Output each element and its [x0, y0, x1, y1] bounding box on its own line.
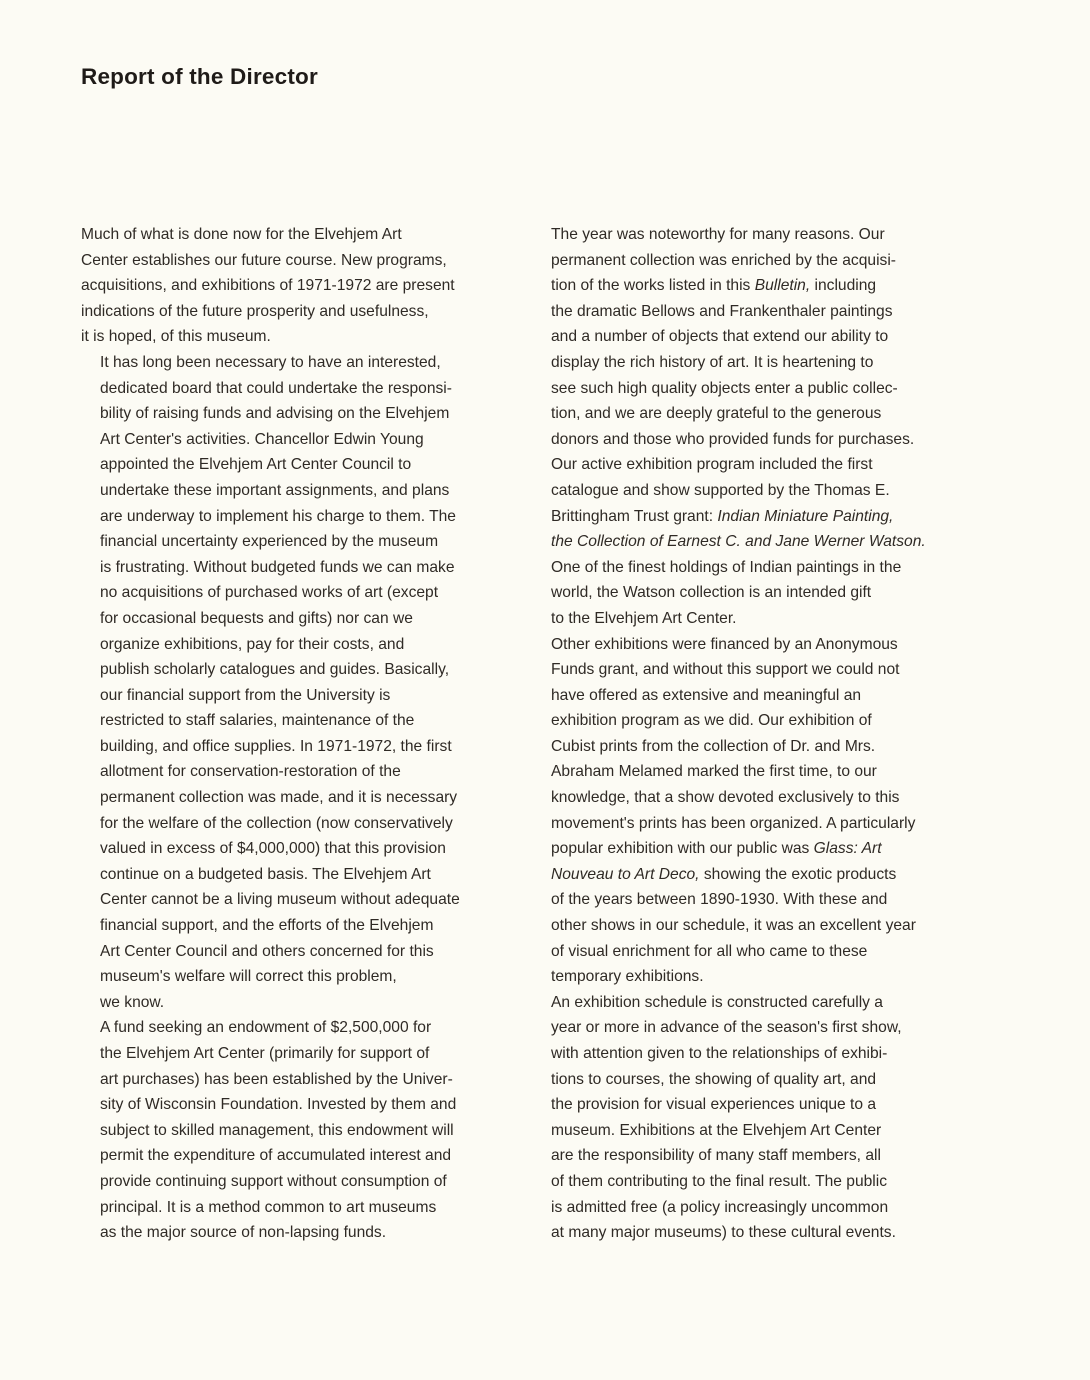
text-segment: tions to courses, the showing of quality art, and	[551, 1070, 877, 1088]
text-line: Much of what is done now for the Elvehjem Art	[81, 226, 402, 243]
text-segment: of the years between 1890-1930. With these and	[551, 891, 888, 909]
text-line	[532, 683, 964, 709]
text-segment: permanent collection was enriched by the acquisi-	[551, 251, 896, 269]
left-text-column	[81, 222, 513, 1246]
text-line	[532, 1195, 964, 1221]
text-line: restricted to staff salaries, maintenance of the	[100, 712, 415, 730]
text-line: museum's welfare will correct this problem,	[100, 968, 397, 986]
text-line: no acquisitions of purchased works of art (except	[100, 584, 439, 602]
text-line	[532, 657, 964, 683]
text-line: the Elvehjem Art Center (primarily for support of	[100, 1045, 430, 1062]
text-line: indications of the future prosperity and usefulness,	[81, 302, 429, 320]
text-line: art purchases) has been established by the Univer-	[100, 1070, 453, 1088]
text-line	[532, 734, 964, 760]
text-segment: Funds grant, and without this support we could not	[551, 661, 900, 679]
text-segment: exhibition program as we did. Our exhibition of	[551, 712, 872, 730]
text-segment: knowledge, that a show devoted exclusively to this	[551, 789, 900, 807]
text-line: as the major source of non-lapsing funds.	[100, 1224, 387, 1242]
text-segment: to the Elvehjem Art Center.	[551, 609, 737, 627]
text-segment: of them contributing to the final result. The public	[551, 1172, 888, 1190]
text-line	[532, 1015, 964, 1041]
text-line	[532, 990, 964, 1016]
text-line	[532, 299, 964, 325]
text-segment: display the rich history of art. It is heartening to	[551, 353, 874, 371]
text-segment: tion of the works listed in this	[551, 277, 755, 295]
text-segment: are the responsibility of many staff members, all	[551, 1147, 881, 1165]
paragraph	[81, 1015, 513, 1245]
text-line	[532, 1041, 964, 1067]
paragraph	[532, 222, 964, 452]
text-segment: other shows in our schedule, it was an excellent year	[551, 917, 916, 935]
text-segment: Cubist prints from the collection of Dr. and Mrs.	[551, 737, 876, 755]
italic-title-text: Glass: Art	[813, 840, 882, 858]
text-segment: and a number of objects that extend our ability to	[551, 328, 889, 346]
text-line: permanent collection was made, and it is necessary	[100, 789, 458, 807]
text-segment: donors and those who provided funds for purchases.	[551, 430, 915, 448]
text-line	[532, 478, 964, 504]
paragraph	[532, 990, 964, 1246]
text-segment: Brittingham Trust grant:	[551, 507, 718, 525]
italic-title-text: the Collection of Earnest C. and Jane Werner Watson.	[551, 533, 926, 551]
text-segment: the dramatic Bellows and Frankenthaler paintings	[551, 302, 893, 320]
text-line	[532, 529, 964, 555]
text-line	[532, 1220, 964, 1246]
text-line	[532, 504, 964, 530]
text-line	[532, 759, 964, 785]
text-segment: popular exhibition with our public was	[551, 840, 814, 858]
page-title: Report of the Director	[81, 64, 318, 89]
text-line	[532, 939, 964, 965]
text-line: subject to skilled management, this endowment will	[100, 1121, 454, 1139]
paragraph	[81, 350, 513, 1015]
text-line: acquisitions, and exhibitions of 1971-1972 are present	[81, 277, 455, 295]
text-line	[532, 324, 964, 350]
text-line	[532, 580, 964, 606]
text-segment: year or more in advance of the season's first show,	[551, 1019, 902, 1037]
italic-title-text: Nouveau to Art Deco,	[551, 865, 700, 883]
paragraph	[81, 222, 513, 350]
text-segment: One of the finest holdings of Indian paintings in the	[551, 558, 902, 576]
text-line	[532, 401, 964, 427]
text-segment: showing the exotic products	[699, 865, 897, 883]
right-text-column	[532, 222, 964, 1246]
text-line: appointed the Elvehjem Art Center Council to	[100, 456, 412, 474]
text-line	[532, 555, 964, 581]
text-line	[532, 1143, 964, 1169]
text-line: bility of raising funds and advising on the Elvehjem	[100, 405, 450, 423]
text-segment: Other exhibitions were financed by an Anonymous	[551, 635, 898, 653]
text-segment: see such high quality objects enter a public collec-	[551, 379, 898, 397]
text-segment: is admitted free (a policy increasingly uncommon	[551, 1198, 889, 1216]
text-line: it is hoped, of this museum.	[81, 328, 271, 346]
text-line	[532, 350, 964, 376]
text-segment: at many major museums) to these cultural events.	[551, 1224, 896, 1242]
text-line	[532, 1118, 964, 1144]
text-line: undertake these important assignments, and plans	[100, 481, 450, 499]
text-segment: catalogue and show supported by the Thomas E.	[551, 481, 890, 499]
text-line: It has long been necessary to have an interested,	[100, 353, 441, 371]
text-line: principal. It is a method common to art museums	[100, 1198, 437, 1216]
text-line: permit the expenditure of accumulated interest and	[100, 1147, 452, 1165]
text-line: for the welfare of the collection (now conservatively	[100, 814, 453, 832]
text-line	[532, 273, 964, 299]
text-segment: movement's prints has been organized. A particularly	[551, 814, 916, 832]
paragraph	[532, 452, 964, 631]
text-line	[532, 1067, 964, 1093]
text-line	[532, 606, 964, 632]
text-segment: The year was noteworthy for many reasons. Our	[551, 226, 885, 243]
text-line	[532, 964, 964, 990]
text-segment: world, the Watson collection is an intended gift	[551, 584, 872, 602]
italic-title-text: Bulletin,	[754, 277, 811, 295]
text-line: A fund seeking an endowment of $2,500,000 for	[100, 1019, 432, 1037]
text-line: Art Center's activities. Chancellor Edwin Young	[100, 430, 424, 448]
text-line: building, and office supplies. In 1971-1972, the first	[100, 737, 452, 755]
text-line	[532, 427, 964, 453]
text-segment: museum. Exhibitions at the Elvehjem Art Center	[551, 1121, 882, 1139]
text-line	[532, 785, 964, 811]
text-line	[532, 708, 964, 734]
text-line: organize exhibitions, pay for their costs, and	[100, 635, 405, 653]
text-line: continue on a budgeted basis. The Elvehjem Art	[100, 865, 431, 883]
text-line	[532, 913, 964, 939]
text-segment: Our active exhibition program included the first	[551, 456, 873, 474]
text-line	[532, 632, 964, 658]
text-line	[532, 248, 964, 274]
text-line: provide continuing support without consumption of	[100, 1172, 447, 1190]
italic-title-text: Indian Miniature Painting,	[717, 507, 894, 525]
text-line: is frustrating. Without budgeted funds we can make	[100, 558, 455, 576]
text-line: financial support, and the efforts of the Elvehjem	[100, 917, 434, 935]
text-segment: the provision for visual experiences unique to a	[551, 1096, 877, 1114]
text-segment: An exhibition schedule is constructed carefully a	[551, 993, 883, 1011]
text-line	[532, 452, 964, 478]
text-line: valued in excess of $4,000,000) that this provision	[100, 840, 446, 858]
text-line: Center cannot be a living museum without adequate	[100, 891, 460, 909]
text-segment: have offered as extensive and meaningful an	[551, 686, 862, 704]
text-line: publish scholarly catalogues and guides. Basically,	[100, 661, 450, 679]
text-line	[532, 836, 964, 862]
text-line	[532, 862, 964, 888]
text-segment: Abraham Melamed marked the first time, to our	[551, 763, 877, 781]
text-line: sity of Wisconsin Foundation. Invested by them and	[100, 1096, 457, 1114]
text-line	[532, 887, 964, 913]
text-line: Art Center Council and others concerned for this	[100, 942, 434, 960]
text-line: Center establishes our future course. New programs,	[81, 251, 447, 269]
text-line: we know.	[100, 993, 165, 1011]
text-segment: with attention given to the relationships of exhibi-	[551, 1045, 888, 1062]
text-line: our financial support from the University is	[100, 686, 391, 704]
text-segment: including	[810, 277, 877, 295]
text-line: are underway to implement his charge to them. The	[100, 507, 456, 525]
text-line	[532, 1092, 964, 1118]
text-line	[532, 811, 964, 837]
text-line	[532, 222, 964, 248]
paragraph	[532, 632, 964, 990]
text-line	[532, 376, 964, 402]
text-line: allotment for conservation-restoration of the	[100, 763, 401, 781]
text-line	[532, 1169, 964, 1195]
text-segment: tion, and we are deeply grateful to the generous	[551, 405, 882, 423]
text-line: dedicated board that could undertake the responsi-	[100, 379, 452, 397]
text-segment: of visual enrichment for all who came to these	[551, 942, 868, 960]
text-line: for occasional bequests and gifts) nor can we	[100, 609, 413, 627]
text-line: financial uncertainty experienced by the museum	[100, 533, 439, 551]
text-segment: temporary exhibitions.	[551, 968, 704, 986]
